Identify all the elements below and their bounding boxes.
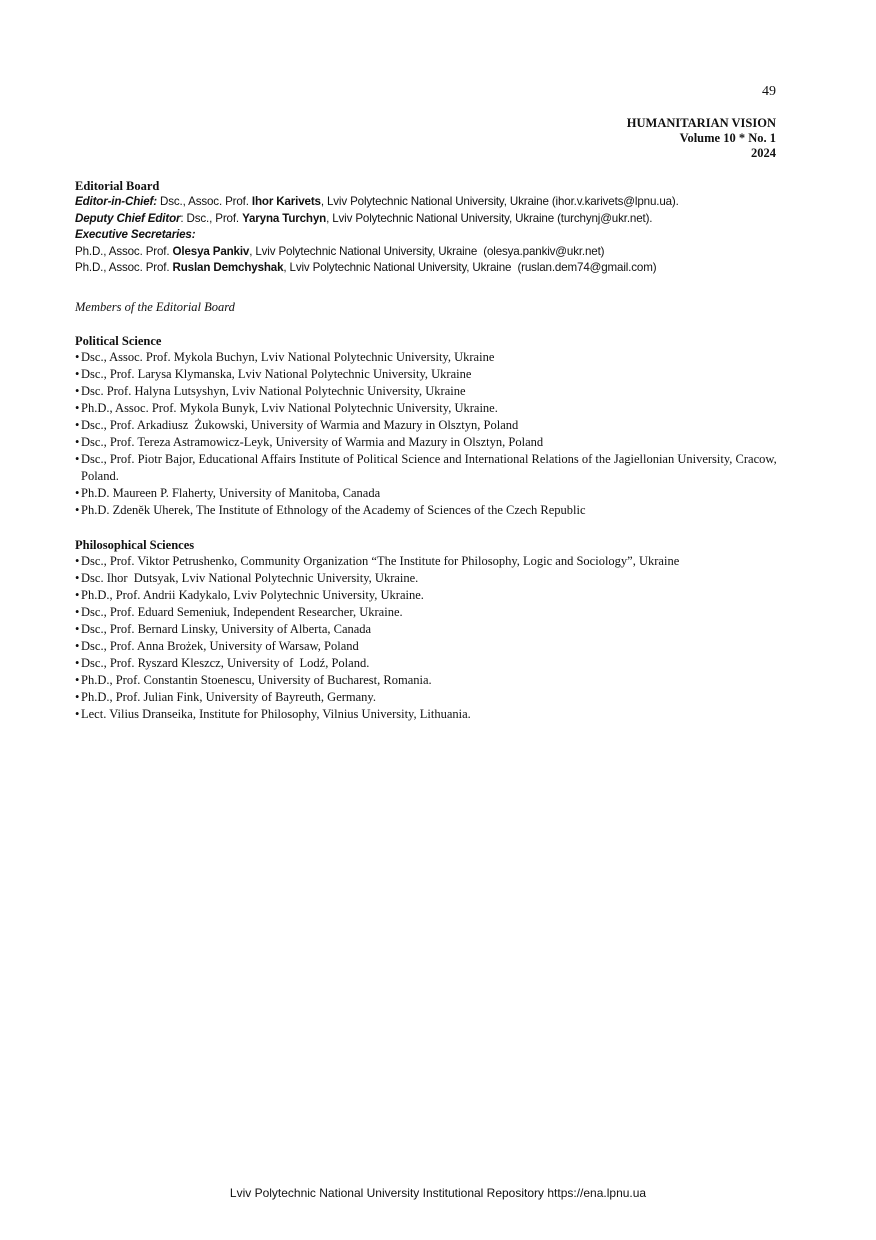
member-text: Dsc., Prof. Arkadiusz Żukowski, University of Warmia and Mazury in Olsztyn, Poland — [81, 417, 519, 432]
bullet-icon: • — [75, 655, 80, 670]
journal-year: 2024 — [751, 146, 776, 160]
executive-secretary-prefix: Ph.D., Assoc. Prof. — [75, 244, 173, 258]
executive-secretary-name: Olesya Pankiv — [172, 244, 250, 258]
list-item — [75, 349, 785, 366]
bullet-icon: • — [75, 689, 80, 704]
member-text: Dsc., Prof. Eduard Semeniuk, Independent Researcher, Ukraine. — [81, 604, 403, 619]
list-item — [75, 638, 785, 655]
bullet-icon: • — [75, 485, 80, 500]
list-item — [75, 587, 785, 604]
list-item — [75, 502, 785, 519]
member-text: Dsc., Prof. Bernard Linsky, University of Alberta, Canada — [81, 621, 372, 636]
section-philosophical-sciences — [75, 537, 785, 723]
editor-in-chief-affiliation: , Lviv Polytechnic National University, Ukraine (ihor.v.karivets@lpnu.ua). — [320, 195, 679, 208]
list-item — [75, 570, 785, 587]
member-text: Dsc., Prof. Tereza Astramowicz-Leyk, University of Warmia and Mazury in Olsztyn, Poland — [81, 434, 544, 449]
list-item — [75, 553, 785, 570]
members-label: Members of the Editorial Board — [75, 299, 235, 314]
list-item — [75, 451, 785, 485]
member-text: Dsc., Prof. Viktor Petrushenko, Community Organization “The Institute for Philosophy, Logic and Sociology”, Ukraine — [81, 553, 680, 568]
member-text: Dsc., Prof. Larysa Klymanska, Lviv National Polytechnic University, Ukraine — [81, 366, 472, 381]
list-item — [75, 400, 785, 417]
page-content — [75, 178, 785, 723]
list-item — [75, 383, 785, 400]
member-text: Lect. Vilius Dranseika, Institute for Philosophy, Vilnius University, Lithuania. — [81, 706, 471, 721]
editor-in-chief-name: Ihor Karivets — [251, 195, 321, 208]
list-item — [75, 706, 785, 723]
editorial-board-lines — [75, 194, 785, 277]
executive-secretary-name: Ruslan Demchyshak — [172, 261, 284, 274]
bullet-icon: • — [75, 706, 80, 721]
repository-footer: Lviv Polytechnic National University Institutional Repository https://ena.lpnu.ua — [229, 1186, 647, 1200]
bullet-icon: • — [75, 553, 80, 568]
list-item — [75, 485, 785, 502]
section-political-science — [75, 333, 785, 519]
list-item — [75, 434, 785, 451]
list-item — [75, 672, 785, 689]
list-item — [75, 417, 785, 434]
bullet-icon: • — [75, 604, 80, 619]
list-item — [75, 604, 785, 621]
bullet-icon: • — [75, 672, 80, 687]
list-item — [75, 655, 785, 672]
page-number: 49 — [762, 84, 776, 99]
member-text: Ph.D., Assoc. Prof. Mykola Bunyk, Lviv National Polytechnic University, Ukraine. — [81, 400, 498, 415]
member-text: Dsc., Prof. Piotr Bajor, Educational Affairs Institute of Political Science and International Relations of the Jagiellonian University, Cracow, Poland. — [81, 451, 777, 483]
member-text: Dsc. Prof. Halyna Lutsyshyn, Lviv National Polytechnic University, Ukraine — [81, 383, 466, 398]
member-text: Ph.D. Maureen P. Flaherty, University of Manitoba, Canada — [81, 485, 381, 500]
list-item — [75, 689, 785, 706]
journal-header — [627, 116, 776, 161]
editorial-board-heading: Editorial Board — [75, 179, 160, 193]
bullet-icon: • — [75, 570, 80, 585]
editor-in-chief-role: Editor-in-Chief: — [75, 195, 157, 208]
editor-in-chief-line — [75, 194, 785, 211]
member-text: Dsc., Prof. Anna Brożek, University of Warsaw, Poland — [81, 638, 359, 653]
bullet-icon: • — [75, 621, 80, 636]
member-text: Ph.D. Zdeněk Uherek, The Institute of Ethnology of the Academy of Sciences of the Czech Republic — [81, 502, 586, 517]
bullet-icon: • — [75, 434, 80, 449]
bullet-icon: • — [75, 383, 80, 398]
executive-secretary-prefix: Ph.D., Assoc. Prof. — [75, 261, 173, 274]
deputy-chief-editor-name: Yaryna Turchyn — [242, 211, 327, 225]
bullet-icon: • — [75, 366, 80, 381]
bullet-icon: • — [75, 587, 80, 602]
list-item — [75, 621, 785, 638]
executive-secretary-line — [75, 244, 785, 261]
section-title: Political Science — [75, 333, 162, 348]
bullet-icon: • — [75, 502, 80, 517]
deputy-chief-editor-role: Deputy Chief Editor — [75, 211, 181, 225]
member-text: Ph.D., Prof. Andrii Kadykalo, Lviv Polytechnic University, Ukraine. — [81, 587, 424, 602]
bullet-icon: • — [75, 417, 80, 432]
member-text: Dsc. Ihor Dutsyak, Lviv National Polytechnic University, Ukraine. — [81, 570, 419, 585]
member-list — [75, 553, 785, 723]
section-title: Philosophical Sciences — [75, 537, 195, 552]
executive-secretary-line — [75, 260, 785, 277]
bullet-icon: • — [75, 349, 80, 364]
editor-in-chief-prefix: Dsc., Assoc. Prof. — [156, 195, 252, 208]
deputy-chief-editor-line — [75, 211, 785, 228]
member-text: Dsc., Prof. Ryszard Kleszcz, University of Lodź, Poland. — [81, 655, 370, 670]
deputy-chief-editor-prefix: : Dsc., Prof. — [180, 211, 243, 225]
executive-secretary-affiliation: , Lviv Polytechnic National University, Ukraine (olesya.pankiv@ukr.net) — [249, 244, 605, 258]
bullet-icon: • — [75, 638, 80, 653]
member-text: Dsc., Assoc. Prof. Mykola Buchyn, Lviv National Polytechnic University, Ukraine — [81, 349, 495, 364]
list-item — [75, 366, 785, 383]
member-text: Ph.D., Prof. Constantin Stoenescu, University of Bucharest, Romania. — [81, 672, 432, 687]
journal-title: HUMANITARIAN VISION — [626, 116, 776, 130]
bullet-icon: • — [75, 451, 80, 466]
journal-volume: Volume 10 * No. 1 — [679, 131, 776, 145]
deputy-chief-editor-affiliation: , Lviv Polytechnic National University, Ukraine (turchynj@ukr.net). — [326, 211, 653, 225]
executive-secretaries-label: Executive Secretaries: — [75, 228, 196, 241]
executive-secretary-affiliation: , Lviv Polytechnic National University, Ukraine (ruslan.dem74@gmail.com) — [283, 261, 657, 274]
member-text: Ph.D., Prof. Julian Fink, University of Bayreuth, Germany. — [81, 689, 376, 704]
member-list — [75, 349, 785, 519]
bullet-icon: • — [75, 400, 80, 415]
